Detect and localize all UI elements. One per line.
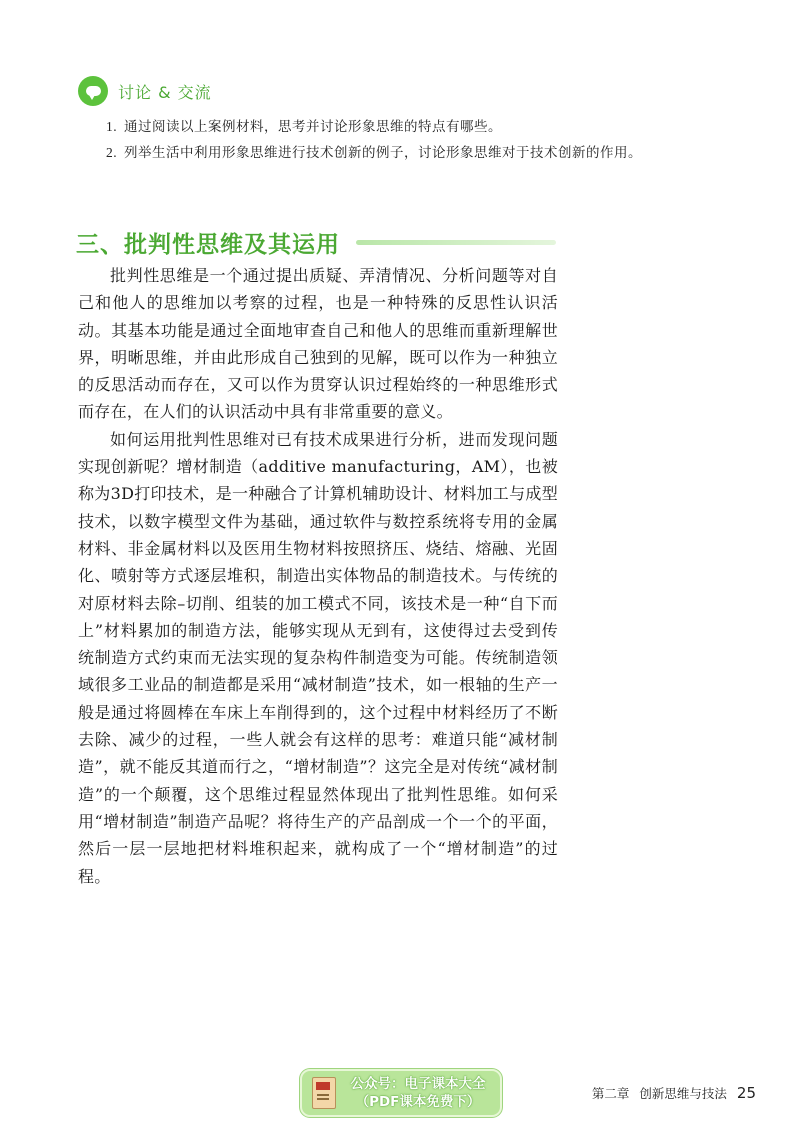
discussion-title: 讨论 & 交流	[118, 82, 212, 102]
section-divider	[356, 240, 556, 245]
paragraph: 如何运用批判性思维对已有技术成果进行分析，进而发现问题实现创新呢？增材制造（additive manufacturing，AM），也被称为3D打印技术，是一种融合了计算机辅助设计、材料加工与成型技术，以数字模型文件为基础，通过软件与数控系统将专用的金属材料、非金属材料以及医用生物材料按照挤压、烧结、熔融、光固化、喷射等方式逐层堆积，制造出实体物品的制造技术。与传统的对原材料去除–切削、组装的加工模式不同，该技术是一种“自下而上”材料累加的制造方法，能够实现从无到有，这使得过去受到传统制造方式约束而无法实现的复杂构件制造变为可能。传统制造领域很多工业品的制造都是采用“减材制造”技术，如一根轴的生产一般是通过将圆棒在车床上车削得到的，这个过程中材料经历了不断去除、减少的过程，一些人就会有这样的思考：难道只能“减材制造”，就不能反其道而行之，“增材制造”？这完全是对传统“减材制造”的一个颠覆，这个思维过程显然体现出了批判性思维。如何采用“增材制造”制造产品呢？将待生产的产品剖成一个一个的平面，然后一层一层地把材料堆积起来，就构成了一个“增材制造”的过程。	[78, 429, 559, 886]
discussion-header	[78, 74, 758, 108]
paragraph: 批判性思维是一个通过提出质疑、弄清情况、分析问题等对自己和他人的思维加以考察的过程，也是一种特殊的反思性认识活动。其基本功能是通过全面地审查自己和他人的思维而重新理解世界，明晰思维，并由此形成自己独到的见解，既可以作为一种独立的反思活动而存在，又可以作为贯穿认识过程始终的一种思维形式而存在，在人们的认识活动中具有非常重要的意义。	[78, 266, 558, 422]
discussion-item	[106, 140, 758, 166]
discussion-box	[78, 74, 758, 166]
watermark-stamp	[300, 1069, 502, 1117]
chapter-label: 第二章	[591, 1086, 630, 1101]
stamp-line: 公众号：电子课本大全	[350, 1076, 486, 1092]
discussion-item-number: 1.	[106, 119, 118, 134]
discussion-list	[106, 114, 758, 166]
section-title: 三、批判性思维及其运用	[76, 231, 340, 258]
body-text	[78, 262, 558, 890]
section-header	[76, 222, 556, 262]
page-number: 25	[736, 1084, 756, 1102]
chat-bubble-icon	[78, 76, 108, 106]
discussion-item-number: 2.	[106, 145, 118, 160]
discussion-item-text: 列举生活中利用形象思维进行技术创新的例子，讨论形象思维对于技术创新的作用。	[124, 145, 642, 161]
discussion-item-text: 通过阅读以上案例材料，思考并讨论形象思维的特点有哪些。	[124, 119, 502, 135]
stamp-line: （PDF课本免费下）	[355, 1094, 481, 1110]
chapter-name: 创新思维与技法	[639, 1086, 727, 1101]
page-footer	[592, 1084, 756, 1102]
discussion-item	[106, 114, 758, 140]
book-icon	[312, 1077, 336, 1109]
stamp-text	[336, 1075, 500, 1111]
